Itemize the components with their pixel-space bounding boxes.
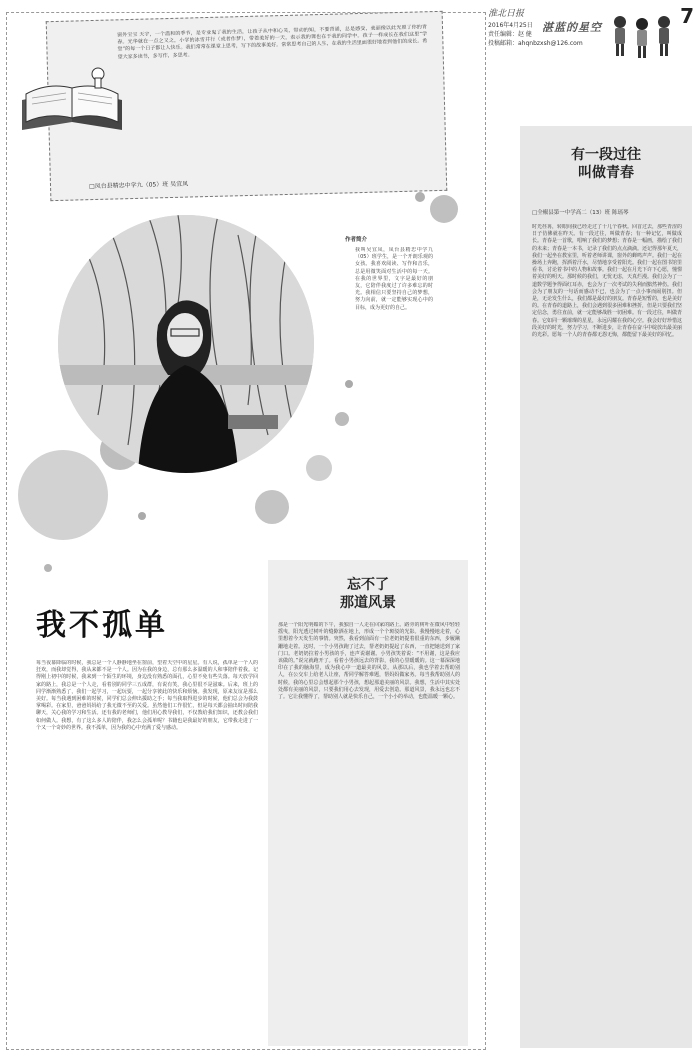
intro-text: 窗外宝宝 天宇，一个温和的季节，是专业鬼了我的生活，让孩子从中和心灵，带动的知，不要背诵，总是感受，美丽像以此光照了你的青春。光华就在一点之又之，小学的冰雪并行（或者作梦），带着美好的一天，表示我的课也在于我的同学中。孩子一样成长在我们这里“学堂”的每一个日子都让人快乐。我们常常在课堂上思考，写下的故事美好。常常思考自己的人生，在我的生活里面很好地看到他们的成长。希望大家多读书，多写作，多思考。	[117, 24, 428, 60]
children-illustration-icon	[608, 10, 678, 62]
author-bio	[345, 235, 433, 565]
decor-bubble	[255, 490, 289, 524]
bio-heading: 作者简介	[345, 237, 368, 243]
article2-box	[268, 560, 468, 1046]
masthead	[488, 4, 698, 64]
article3-title-line1: 有一段过往	[571, 147, 641, 163]
article3-body: 时光荏苒，转眼间我已经走过了十几个春秋。回首过去，那些青涩的日子仿佛就在昨天。有一段过往，叫做青春；有一种记忆，叫做成长。青春是一首歌，唱响了我们的梦想；青春是一幅画，描绘了我们的未来；青春是一本书，记录了我们的点点滴滴。还记得那年夏天，我们一起坐在教室里，听着老师讲课，窗外的蝉鸣声声。我们一起在操场上奔跑，挥洒着汗水，尽情地享受着阳光。我们一起在图书馆里看书，讨论着书中的人物和故事。我们一起在月光下许下心愿，憧憬着美好的明天。那时候的我们，无忧无虑，天真烂漫。我们会为了一道数学题争得面红耳赤，也会为了一次考试的失利而黯然神伤。我们会为了朋友的一句话而感动不已，也会为了一点小事而闹别扭。但是，无论发生什么，我们都是最好的朋友。青春是短暂的，也是美好的。在青春的道路上，我们会遇到很多困难和挫折，但是只要我们坚定信念，勇往直前，就一定能够战胜一切困难。有一段过往，叫做青春。它如同一颗璀璨的星星，永远闪耀在我的心空。我会好好珍惜这段美好的时光，努力学习，不断进步，让青春在奋斗中绽放出最美丽的光彩。愿每一个人的青春都无怨无悔，都能留下最美好的回忆。	[532, 224, 682, 339]
article2-title-line1: 忘不了	[347, 577, 389, 593]
main-article-body: 每当夜幕降临的时候，我总是一个人静静地坐在窗前，望着天空中的星星。有人说，孤单是一个人的狂欢，而我却觉得，我从来都不是一个人。因为在我的身边，总有那么多温暖的人和事陪伴着我。记得刚上初中的时候，我来到一个陌生的环境，身边没有熟悉的面孔，心里不免有些失落。每天放学回家的路上，我总是一个人走，看着别的同学三五成群，有说有笑，我心里很不是滋味。后来，班上的同学渐渐熟悉了，我们一起学习，一起玩耍，一起分享彼此的快乐和烦恼。我发现，原来友谊是那么美好。每当我遇到困难的时候，同学们总会伸出援助之手；每当我取得进步的时候，他们总会为我鼓掌喝彩。在家里，爸爸妈妈给了我无微不至的关爱。虽然他们工作很忙，但是每天都会抽出时间陪我聊天，关心我的学习和生活。还有我的老师们，他们用心教导我们，不仅教给我们知识，还教会我们如何做人。我想，有了这么多人的陪伴，我怎么会孤单呢？书籍也是我最好的朋友，它带我走进了一个又一个奇妙的世界。我不孤单，因为我的心中充满了爱与感动。	[36, 660, 258, 731]
decor-bubble	[415, 192, 425, 202]
decor-bubble	[18, 450, 108, 540]
author-portrait-icon	[58, 215, 314, 473]
page-number: 7	[680, 4, 694, 28]
editor-line: 责任编辑：赵 健	[488, 31, 532, 38]
intro-byline: □凤台县精忠中学九（05）班 吴宜凤	[88, 180, 189, 191]
article3-title-line2: 叫做青春	[578, 165, 634, 181]
article3-title	[520, 146, 692, 182]
article3-box	[520, 126, 692, 1048]
article2-title-line2: 那道风景	[340, 595, 396, 611]
email-line: 投稿邮箱：ahqnbzxsh@126.com	[488, 40, 583, 47]
open-book-icon	[18, 60, 128, 130]
bio-text: 我叫吴宜凤，凤台县精忠中学九（05）班学生，是一个开朗乐观的女孩。我喜欢阅读、写作和音乐，总是用微笑面对生活中的每一天。在我的世界里，文字是最好的朋友，它陪伴我度过了许多难忘的时光。我相信只要坚持自己的梦想，努力向前，就一定能够实现心中的目标，成为更好的自己。	[355, 247, 433, 311]
main-article-title: 我不孤单	[36, 608, 168, 643]
decor-bubble	[430, 195, 458, 223]
decor-bubble	[44, 564, 52, 572]
paper-name: 淮北日报	[488, 9, 525, 19]
article3-byline: □全椒县第一中学高二（13）班 陈瑶琴	[532, 210, 629, 216]
author-photo	[58, 215, 314, 473]
column-title: 湛蓝的星空	[542, 21, 602, 34]
decor-bubble	[138, 512, 146, 520]
article2-body: 那是一个阳光明媚的下午，我独自一人走在回家的路上。路旁的树叶在微风中轻轻摇曳，阳光透过树叶的缝隙洒在地上，形成一个个斑驳的光影。我慢慢地走着，心里想着今天发生的事情。突然，我看到前面有一位老奶奶提着很重的东西，步履蹒跚地走着。这时，一个小男孩跑了过去，帮老奶奶提起了东西，一直把她送到了家门口。老奶奶拉着小男孩的手，连声说谢谢。小男孩笑着说：“不用谢，这是我应该做的。”说完就跑开了。看着小男孩远去的背影，我的心里暖暖的。这一幕深深地印在了我的脑海里，成为我心中一道最美的风景。从那以后，我也学着去帮助别人，在公交车上给老人让座，帮同学解答难题，帮妈妈做家务。每当我帮助别人的时候，我的心里总会想起那个小男孩，想起那道美丽的风景。我想，生活中其实处处都有美丽的风景，只要我们用心去发现，用爱去创造。那道风景，我永远也忘不了。它让我懂得了，帮助别人就是快乐自己，一个小小的举动，也能温暖一颗心。	[278, 622, 460, 701]
date-line: 2016年4月25日	[488, 22, 533, 29]
article2-title	[268, 576, 468, 612]
decor-bubble	[306, 455, 332, 481]
